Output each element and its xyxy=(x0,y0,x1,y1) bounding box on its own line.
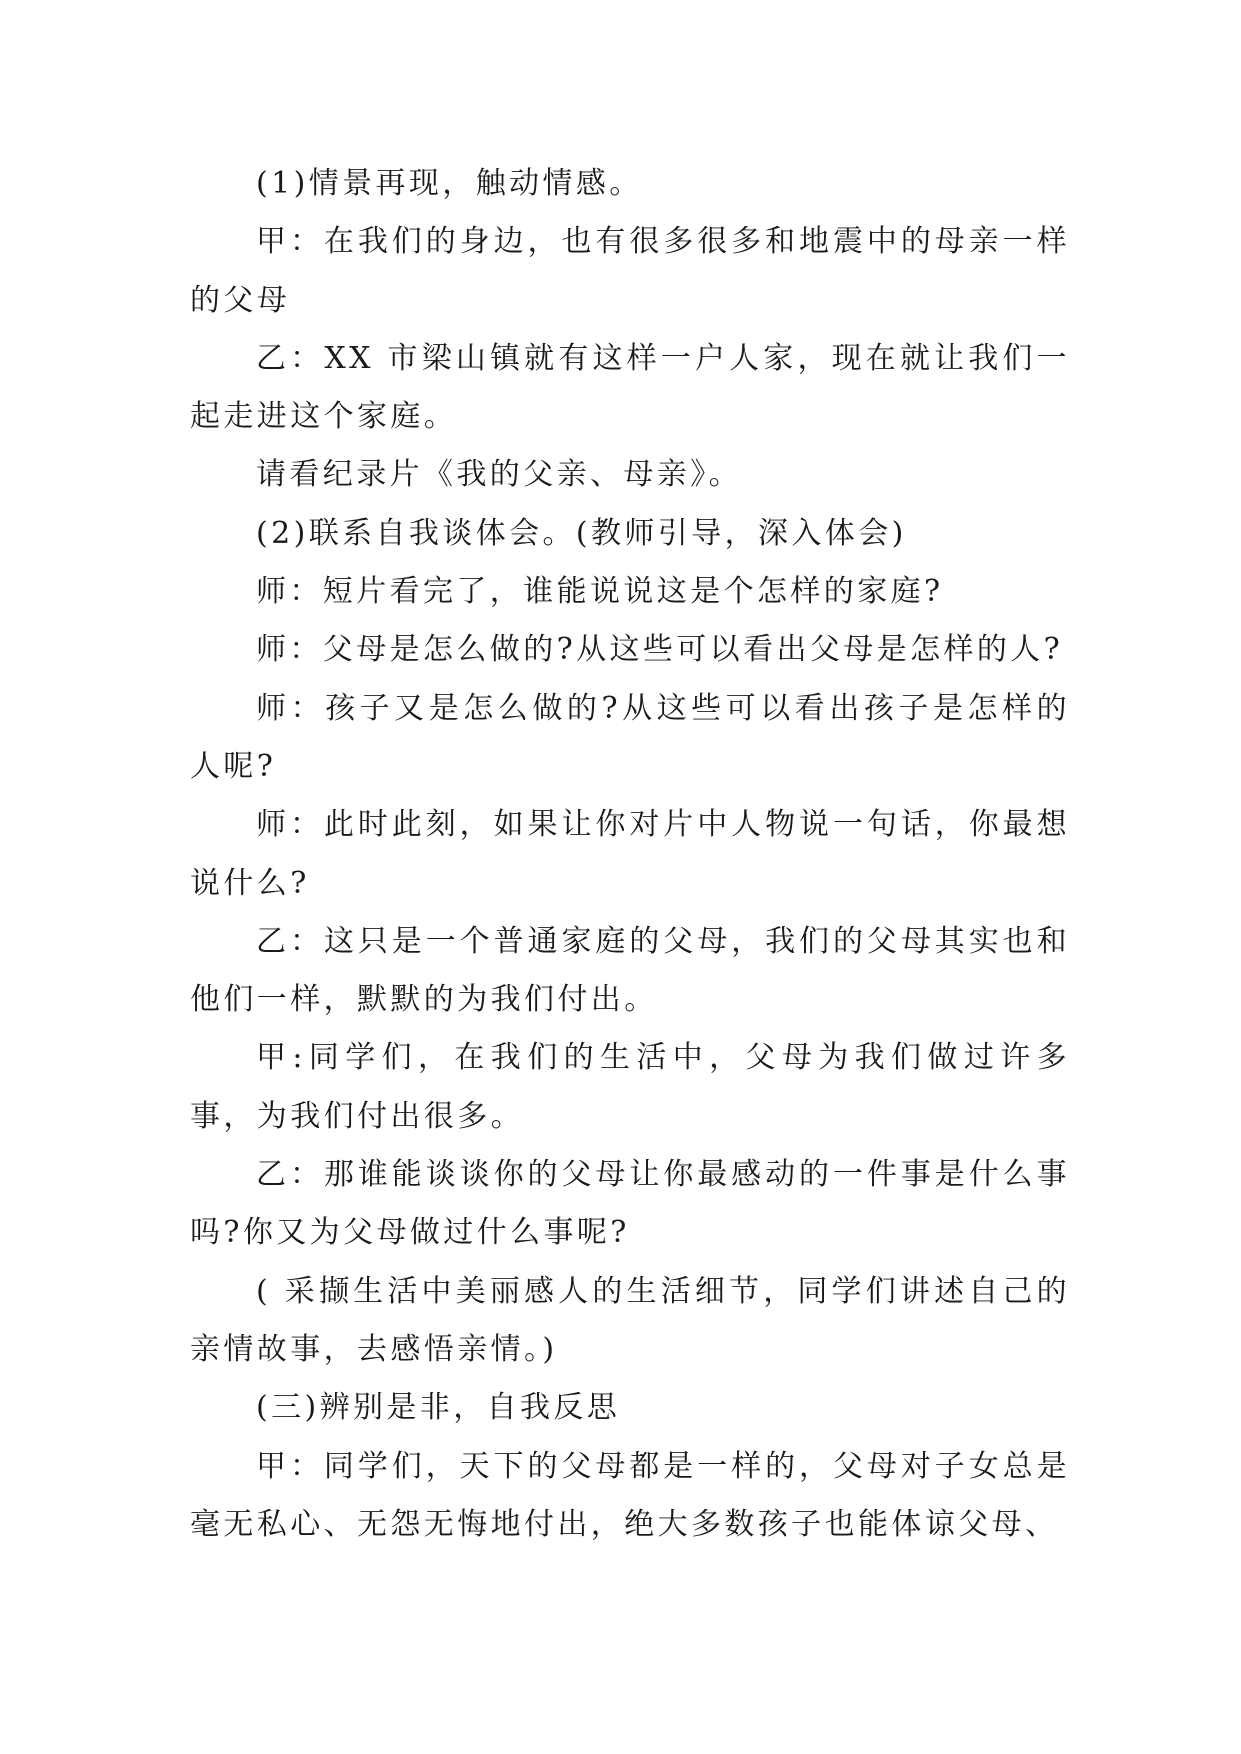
paragraph-teacher-question-4: 师：此时此刻，如果让你对片中人物说一句话，你最想说什么? xyxy=(190,807,1070,901)
paragraph-jia-parents-around-us: 甲：在我们的身边，也有很多很多和地震中的母亲一样的父母 xyxy=(190,224,1070,318)
paragraph-teacher-question-3: 师：孩子又是怎么做的?从这些可以看出孩子是怎样的人呢? xyxy=(190,690,1070,784)
paragraph-section-three-heading: (三)辨别是非，自我反思 xyxy=(256,1390,621,1426)
paragraph-scene-replay: (1)情景再现，触动情感。 xyxy=(256,166,643,201)
paragraph-jia-parents-same: 甲：同学们，天下的父母都是一样的，父母对子女总是毫无私心、无怨无悔地付出，绝大多数孩子也能体谅父母、 xyxy=(190,1448,1070,1542)
paragraph-jia-parents-did-much: 甲:同学们，在我们的生活中，父母为我们做过许多事，为我们付出很多。 xyxy=(190,1040,1070,1134)
paragraph-self-reflection-heading: (2)联系自我谈体会。(教师引导，深入体会) xyxy=(256,515,907,551)
paragraph-documentary: 请看纪录片《我的父亲、母亲》。 xyxy=(256,457,742,493)
paragraph-life-details: ( 采撷生活中美丽感人的生活细节，同学们讲述自己的亲情故事，去感悟亲情。) xyxy=(190,1273,1070,1367)
paragraph-teacher-question-1: 师：短片看完了，谁能说说这是个怎样的家庭? xyxy=(256,574,944,610)
paragraph-yi-liangshan-family: 乙：XX 市梁山镇就有这样一户人家，现在就让我们一起走进这个家庭。 xyxy=(190,340,1070,435)
paragraph-teacher-question-2: 师：父母是怎么做的?从这些可以看出父母是怎样的人? xyxy=(256,632,1064,668)
paragraph-yi-moving-story: 乙：那谁能谈谈你的父母让你最感动的一件事是什么事吗?你又为父母做过什么事呢? xyxy=(190,1157,1070,1251)
paragraph-yi-ordinary-parents: 乙：这只是一个普通家庭的父母，我们的父母其实也和他们一样，默默的为我们付出。 xyxy=(190,923,1070,1018)
document-body xyxy=(190,155,1070,1554)
